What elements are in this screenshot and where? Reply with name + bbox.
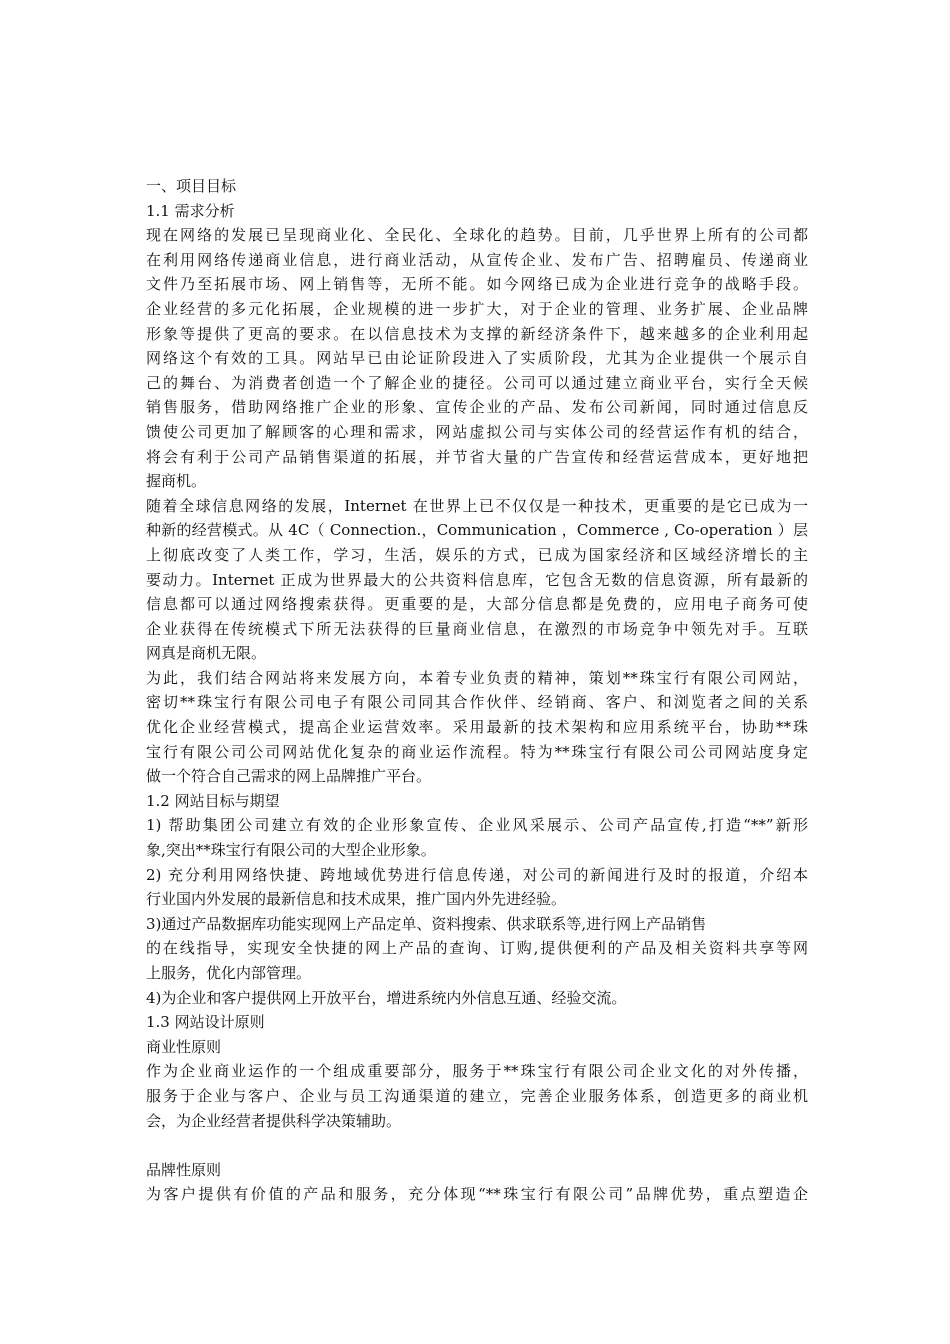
text-line: 2) 充分利用网络快捷、跨地域优势进行信息传递，对公司的新闻进行及时的报道，介绍本 xyxy=(146,865,808,884)
text-line: 作为企业商业运作的一个组成重要部分，服务于**珠宝行有限公司企业文化的对外传播， xyxy=(146,1062,808,1081)
text-line: 在利用网络传递商业信息，进行商业活动，从宣传企业、发布广告、招聘雇员、传递商业 xyxy=(146,250,808,269)
text-line: 1.1 需求分析 xyxy=(146,201,235,220)
text-line: 优化企业经营模式，提高企业运营效率。采用最新的技术架构和应用系统平台，协助**珠 xyxy=(146,718,808,737)
text-line: 馈使公司更加了解顾客的心理和需求，网站虚拟公司与实体公司的经营运作有机的结合， xyxy=(146,422,808,441)
text-line: 种新的经营模式。从 4C（ Connection.，Communication ，Commerce , Co-operation ）层 xyxy=(146,521,808,540)
text-line: 将会有利于公司产品销售渠道的拓展，并节省大量的广告宣传和经营运营成本，更好地把 xyxy=(146,447,808,466)
text-line: 企业获得在传统模式下所无法获得的巨量商业信息，在激烈的市场竞争中领先对手。互联 xyxy=(146,619,808,638)
text-line: 为客户提供有价值的产品和服务，充分体现“**珠宝行有限公司”品牌优势，重点塑造企 xyxy=(146,1185,808,1204)
text-line: 一、项目目标 xyxy=(146,177,237,195)
text-line: 上彻底改变了人类工作，学习，生活，娱乐的方式，已成为国家经济和区域经济增长的主 xyxy=(146,545,808,564)
text-line: 握商机。 xyxy=(146,472,207,491)
text-line: 3)通过产品数据库功能实现网上产品定单、资料搜索、供求联系等,进行网上产品销售 xyxy=(146,914,707,933)
text-line: 信息都可以通过网络搜索获得。更重要的是，大部分信息都是免费的，应用电子商务可使 xyxy=(146,595,808,614)
text-line: 销售服务，借助网络推广企业的形象、宣传企业的产品、发布公司新闻，同时通过信息反 xyxy=(146,398,808,417)
text-line: 上服务，优化内部管理。 xyxy=(146,964,312,982)
text-line: 的在线指导，实现安全快捷的网上产品的查询、订购,提供便利的产品及相关资料共享等网 xyxy=(146,939,808,958)
text-line: 服务于企业与客户、企业与员工沟通渠道的建立，完善企业服务体系，创造更多的商业机 xyxy=(146,1086,808,1105)
text-line: 品牌性原则 xyxy=(146,1160,222,1179)
text-line: 1.2 网站目标与期望 xyxy=(146,791,280,810)
text-line: 4)为企业和客户提供网上开放平台，增进系统内外信息互通、经验交流。 xyxy=(146,988,627,1007)
text-line xyxy=(146,1133,808,1158)
text-line: 文件乃至拓展市场、网上销售等，无所不能。如今网络已成为企业进行竞争的战略手段。 xyxy=(146,275,808,294)
text-line: 网真是商机无限。 xyxy=(146,644,267,663)
text-line: 1) 帮助集团公司建立有效的企业形象宣传、企业风采展示、公司产品宣传,打造“**”新形 xyxy=(146,816,808,835)
text-line: 网络这个有效的工具。网站早已由论证阶段进入了实质阶段，尤其为企业提供一个展示自 xyxy=(146,349,808,368)
text-line: 形象等提供了更高的要求。在以信息技术为支撑的新经济条件下，越来越多的企业利用起 xyxy=(146,324,808,343)
document-body xyxy=(146,174,808,1207)
text-line: 做一个符合自己需求的网上品牌推广平台。 xyxy=(146,767,432,786)
text-line: 密切**珠宝行有限公司电子有限公司同其合作伙伴、经销商、客户、和浏览者之间的关系 xyxy=(146,693,808,712)
text-line: 现在网络的发展已呈现商业化、全民化、全球化的趋势。目前，几乎世界上所有的公司都 xyxy=(146,226,808,245)
text-line: 宝行有限公司公司网站优化复杂的商业运作流程。特为**珠宝行有限公司公司网站度身定 xyxy=(146,742,808,761)
text-line: 要动力。Internet 正成为世界最大的公共资料信息库，它包含无数的信息资源，所有最新的 xyxy=(146,570,808,589)
text-line: 随着全球信息网络的发展，Internet 在世界上已不仅仅是一种技术，更重要的是它已成为一 xyxy=(146,496,808,515)
text-line: 商业性原则 xyxy=(146,1037,222,1056)
text-line: 1.3 网站设计原则 xyxy=(146,1013,265,1032)
text-line: 行业国内外发展的最新信息和技术成果，推广国内外先进经验。 xyxy=(146,890,567,909)
text-line: 为此，我们结合网站将来发展方向，本着专业负责的精神，策划**珠宝行有限公司网站， xyxy=(146,668,808,687)
text-line: 企业经营的多元化拓展，企业规模的进一步扩大，对于企业的管理、业务扩展、企业品牌 xyxy=(146,299,808,318)
text-line: 己的舞台、为消费者创造一个了解企业的捷径。公司可以通过建立商业平台，实行全天候 xyxy=(146,373,808,392)
text-line: 会，为企业经营者提供科学决策辅助。 xyxy=(146,1111,402,1130)
text-line: 象,突出**珠宝行有限公司的大型企业形象。 xyxy=(146,841,436,860)
